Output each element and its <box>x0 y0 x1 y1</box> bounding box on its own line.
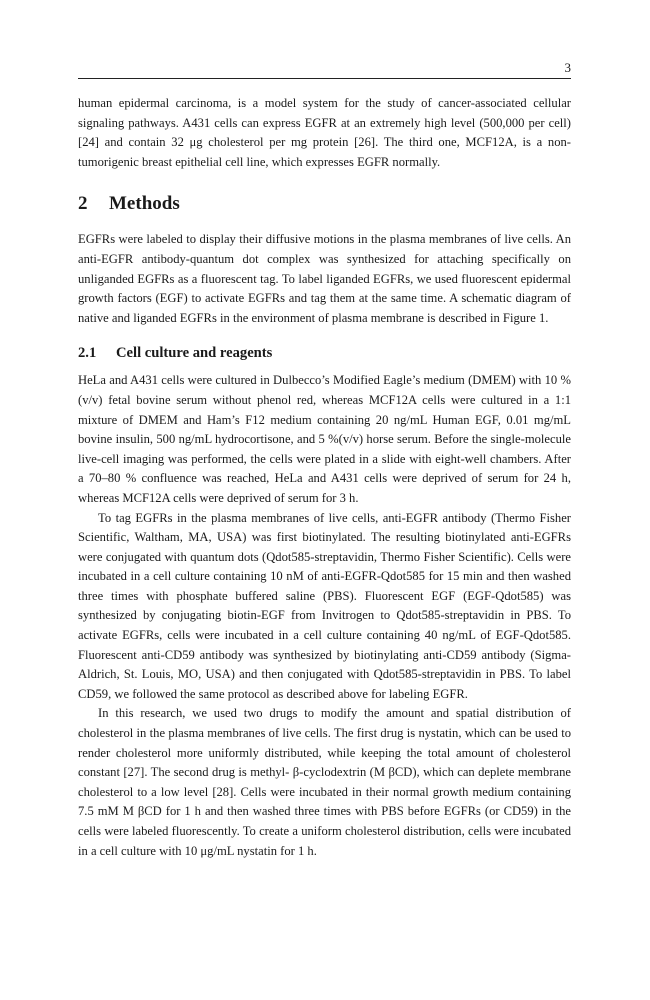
section-heading-methods <box>78 193 571 215</box>
methods-paragraph: EGFRs were labeled to display their diffusive motions in the plasma membranes of live cells. An anti-EGFR antibody-quantum dot complex was synthesized for attaching specifically on unliganded EGFRs as a fluorescent tag. To label liganded EGFRs, we used fluorescent epidermal growth factors (EGF) to activate EGFRs and tag them at the same time. A schematic diagram of native and liganded EGFRs in the environment of plasma membrane is described in Figure 1. <box>78 232 571 325</box>
intro-paragraph: human epidermal carcinoma, is a model system for the study of cancer-associated cellular signaling pathways. A431 cells can express EGFR at an extremely high level (500,000 per cell) [24] and contain 32 μg cholesterol per mg protein [26]. The third one, MCF12A, is a non-tumorigenic breast epithelial cell line, which expresses EGFR normally. <box>78 96 571 169</box>
section-title: Methods <box>109 193 180 215</box>
page-number: 3 <box>564 60 571 75</box>
subsection-number: 2.1 <box>78 345 97 362</box>
cell-culture-paragraph-3: In this research, we used two drugs to modify the amount and spatial distribution of cholesterol in the plasma membranes of live cells. The first drug is nystatin, which can be used to render cholesterol more uniformly distributed, while keeping the total amount of cholesterol constant [27]. The second drug is methyl- β-cyclodextrin (M βCD), which can deplete membrane cholesterol to a low level [28]. Cells were incubated in their normal growth medium containing 7.5 mM M βCD for 1 h and then washed three times with PBS before EGFRs (or CD59) in the cells were labeled fluorescently. To create a uniform cholesterol distribution, cells were incubated in a cell culture with 10 μg/mL nystatin for 1 h. <box>78 706 571 858</box>
cell-culture-paragraph-2: To tag EGFRs in the plasma membranes of live cells, anti-EGFR antibody (Thermo Fisher Scientific, Waltham, MA, USA) was first biotinylated. The resulting biotinylated anti-EGFRs were conjugated with quantum dots (Qdot585-streptavidin, Thermo Fisher Scientific). Cells were incubated in a cell culture containing 10 nM of anti-EGFR-Qdot585 for 15 min and then washed three times with phosphate buffered saline (PBS). Fluorescent EGF (EGF-Qdot585) was synthesized by conjugating biotin-EGF from Invitrogen to Qdot585-streptavidin in PBS. To activate EGFRs, cells were incubated in a cell culture containing 40 ng/mL of EGF-Qdot585. Fluorescent anti-CD59 antibody was synthesized by biotinylating anti-CD59 antibody (Sigma-Aldrich, St. Louis, MO, USA) and then conjugated with Qdot585-streptavidin in PBS. To label CD59, we followed the same protocol as described above for labeling EGFR. <box>78 510 571 701</box>
page-header <box>78 58 571 79</box>
section-number: 2 <box>78 193 88 215</box>
cell-culture-paragraph-1: HeLa and A431 cells were cultured in Dulbecco’s Modified Eagle’s medium (DMEM) with 10 % (v/v) fetal bovine serum without phenol red, whereas MCF12A cells were cultured in a 1:1 mixture of DMEM and Ham’s F12 medium containing 20 ng/mL Human EGF, 0.01 mg/mL bovine insulin, 500 ng/mL hydrocortisone, and 5 %(v/v) horse serum. Before the single-molecule live-cell imaging was performed, the cells were plated in a slide with eight-well chambers. After a 70–80 % confluence was reached, HeLa and A431 cells were deprived of serum for 24 h, whereas MCF12A cells were deprived of serum for 3 h. <box>78 373 571 505</box>
page-content <box>78 94 571 861</box>
subsection-heading-cell-culture <box>78 344 571 362</box>
subsection-title: Cell culture and reagents <box>116 345 273 362</box>
